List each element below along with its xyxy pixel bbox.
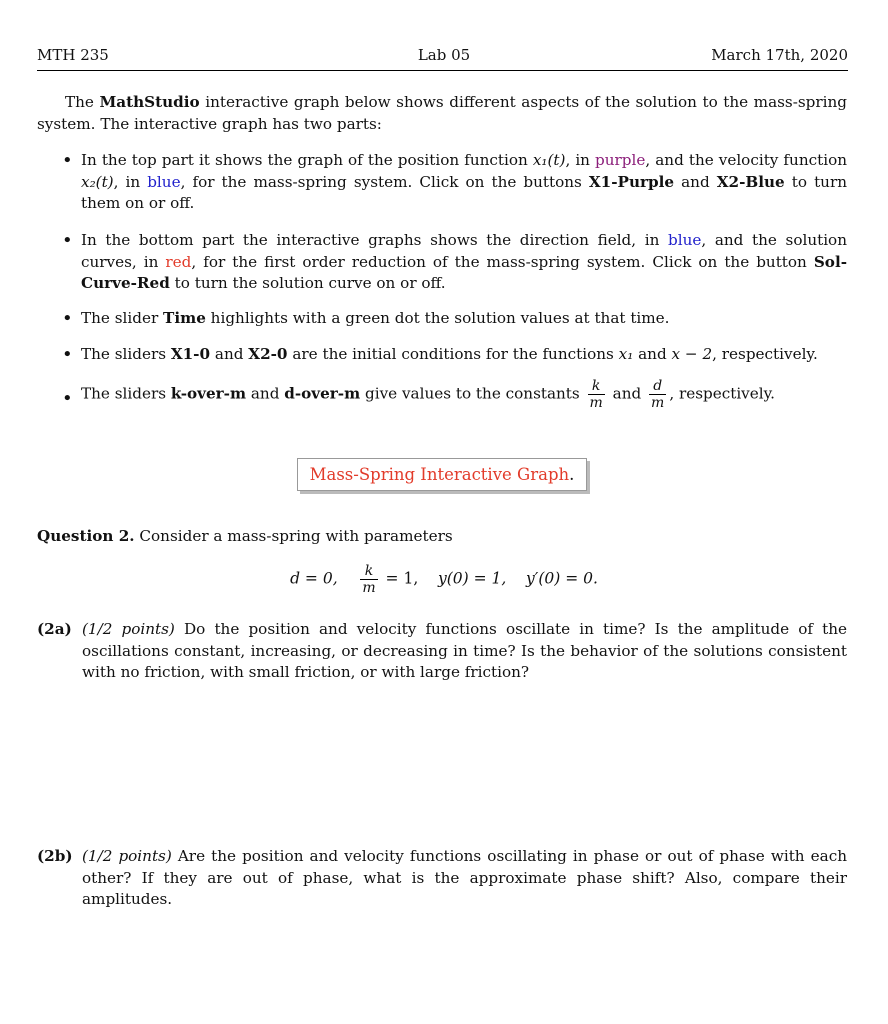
- bullet-constants: • The sliders k-over-m and d-over-m give values to the constants $\frac{k}{m}$ and $\frac{d}{m}$ , respectively.: [62, 378, 776, 411]
- bullet-dot: •: [62, 388, 73, 409]
- header-course: MTH 235: [37, 46, 109, 64]
- mathstudio-name: MathStudio: [99, 93, 200, 111]
- parameters-equation: d = 0, $\frac{k}{m}$ = 1, y(0) = 1, y′(0) = 0.: [290, 563, 598, 596]
- header-rule: [37, 70, 848, 71]
- bullet-top-part: • In the top part it shows the graph of the position function x₁(t), in purple, and the velocity function x₂(t), in blue, for the mass-spring system. Click on the buttons X1-Purple and X2-Blue to turn them on or off.: [62, 150, 848, 212]
- bullet-initial-conditions: • The sliders X1-0 and X2-0 are the initial conditions for the functions x₁ and x − 2, respectively.: [62, 344, 818, 365]
- part-2a: [37, 619, 847, 684]
- x2-0-label: X2-0: [248, 345, 288, 363]
- part-2b-text: Are the position and velocity functions oscillating in phase or out of phase with each other? If they are out of phase, what is the approximate phase shift? Also, compare their amplitudes.: [82, 847, 847, 908]
- purple-word: purple: [595, 151, 646, 169]
- x1-purple-label: X1-Purple: [588, 172, 675, 191]
- fraction-k-over-m-eq: $\frac{k}{m}$: [362, 563, 376, 596]
- d-over-m-label: d-over-m: [284, 384, 361, 403]
- bullet-dot: •: [62, 308, 73, 329]
- bullet-dot: •: [62, 150, 73, 171]
- x1-0-label: X1-0: [170, 345, 211, 363]
- link-text[interactable]: Mass-Spring Interactive Graph: [309, 465, 570, 484]
- red-word: red: [165, 252, 192, 271]
- mass-spring-graph-link[interactable]: [297, 458, 587, 491]
- question-2: [37, 526, 847, 548]
- intro-paragraph: [37, 92, 847, 135]
- header-lab: Lab 05: [417, 46, 471, 64]
- bullet-bottom-part: • In the bottom part the interactive graphs shows the direction field, in blue, and the solution curves, in red, for the first order reduction of the mass-spring system. Click on the button Sol-Curve-Red to turn the solution curve on or off.: [62, 230, 848, 292]
- blue-word: blue: [668, 231, 702, 249]
- question-text: Consider a mass-spring with parameters: [134, 527, 453, 545]
- part-2a-text: Do the position and velocity functions oscillate in time? Is the amplitude of the oscillations constant, increasing, or decreasing in time? Is the behavior of the solutions consistent with no friction, with small friction, or with large friction?: [82, 620, 847, 681]
- intro-text-2: interactive graph below shows different aspects of the solution to the mass-spring system. The interactive graph has two parts:: [37, 93, 847, 133]
- part-2b-points: (1/2 points): [82, 847, 172, 865]
- blue-word: blue: [147, 172, 181, 191]
- bullet-dot: •: [62, 344, 73, 365]
- fraction-d-over-m: $\frac{d}{m}$: [651, 378, 665, 411]
- x2-blue-label: X2-Blue: [716, 172, 785, 191]
- header-date: March 17th, 2020: [711, 46, 848, 64]
- question-label: Question 2.: [37, 527, 135, 545]
- link-period: .: [569, 465, 575, 484]
- time-slider-label: Time: [163, 309, 206, 327]
- bullet-time-slider: • The slider Time highlights with a green dot the solution values at that time.: [62, 308, 670, 329]
- fraction-k-over-m: $\frac{k}{m}$: [589, 378, 603, 411]
- part-2a-label: (2a): [37, 620, 72, 638]
- part-2b: [37, 846, 847, 911]
- sol-curve-red-label: Sol-Curve-Red: [81, 252, 848, 292]
- part-2b-label: (2b): [37, 847, 73, 865]
- bullet-dot: •: [62, 230, 73, 251]
- intro-text: The: [65, 93, 100, 111]
- part-2a-points: (1/2 points): [82, 620, 175, 638]
- k-over-m-label: k-over-m: [170, 384, 247, 403]
